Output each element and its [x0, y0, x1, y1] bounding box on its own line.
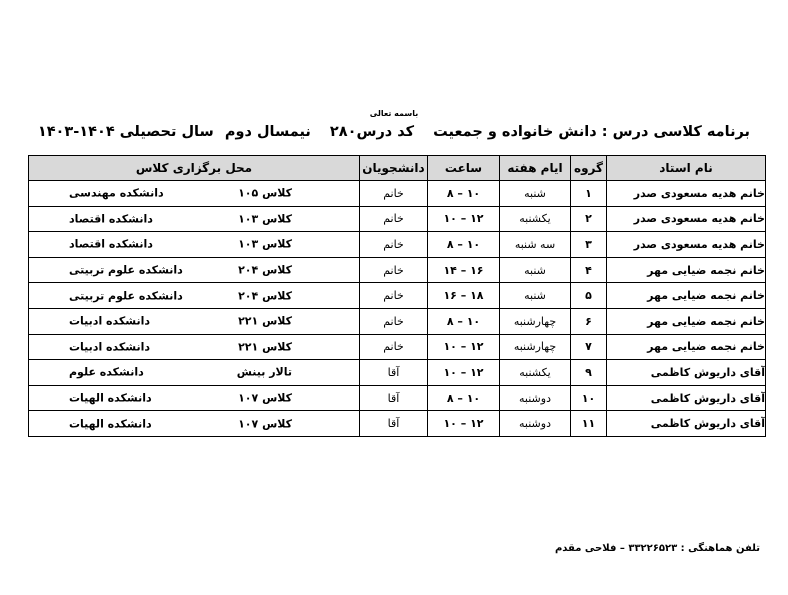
table-row: [29, 334, 766, 360]
cell-teacher: خانم هدیه مسعودی صدر: [607, 181, 766, 207]
cell-faculty: دانشکده ادبیات: [69, 314, 151, 328]
page-title: [37, 124, 750, 140]
cell-day: سه شنبه: [500, 232, 571, 258]
cell-place: [29, 206, 360, 232]
cell-day: چهارشنبه: [500, 308, 571, 334]
cell-time: ۱۰ – ۸: [428, 308, 500, 334]
table-row: [29, 385, 766, 411]
cell-group: ۹: [571, 360, 607, 386]
table-row: [29, 257, 766, 283]
table-header-row: [29, 156, 766, 181]
cell-day: شنبه: [500, 181, 571, 207]
cell-students: خانم: [360, 283, 428, 309]
col-header-group: گروه: [571, 156, 607, 181]
table-row: [29, 206, 766, 232]
cell-place: [29, 181, 360, 207]
cell-place: [29, 308, 360, 334]
cell-room: کلاس ۲۰۴: [238, 263, 292, 277]
cell-day: دوشنبه: [500, 385, 571, 411]
cell-day: شنبه: [500, 257, 571, 283]
cell-time: ۱۰ – ۸: [428, 385, 500, 411]
schedule-table: [28, 155, 766, 437]
table-row: [29, 308, 766, 334]
cell-room: کلاس ۲۲۱: [238, 314, 292, 328]
cell-time: ۱۲ – ۱۰: [428, 411, 500, 437]
cell-place: [29, 283, 360, 309]
cell-time: ۱۲ – ۱۰: [428, 206, 500, 232]
cell-faculty: دانشکده علوم تربیتی: [69, 263, 183, 277]
cell-day: شنبه: [500, 283, 571, 309]
cell-time: ۱۰ – ۸: [428, 232, 500, 258]
cell-group: ۱: [571, 181, 607, 207]
cell-teacher: خانم هدیه مسعودی صدر: [607, 206, 766, 232]
cell-students: خانم: [360, 308, 428, 334]
col-header-students: دانشجویان: [360, 156, 428, 181]
cell-time: ۱۰ – ۸: [428, 181, 500, 207]
cell-faculty: دانشکده الهیات: [69, 417, 152, 431]
cell-place: [29, 334, 360, 360]
cell-students: آقا: [360, 411, 428, 437]
cell-teacher: خانم نجمه ضیایی مهر: [607, 257, 766, 283]
cell-teacher: خانم نجمه ضیایی مهر: [607, 308, 766, 334]
cell-day: یکشنبه: [500, 360, 571, 386]
cell-time: ۱۲ – ۱۰: [428, 334, 500, 360]
table-row: [29, 283, 766, 309]
cell-day: یکشنبه: [500, 206, 571, 232]
cell-place: [29, 257, 360, 283]
col-header-place: محل برگزاری کلاس: [29, 156, 360, 181]
cell-day: دوشنبه: [500, 411, 571, 437]
cell-faculty: دانشکده اقتصاد: [69, 237, 153, 251]
table-row: [29, 411, 766, 437]
cell-group: ۱۰: [571, 385, 607, 411]
cell-room: کلاس ۲۰۴: [238, 289, 292, 303]
cell-room: کلاس ۲۲۱: [238, 340, 292, 354]
cell-faculty: دانشکده ادبیات: [69, 340, 151, 354]
title-main: برنامه کلاسی درس : دانش خانواده و جمعیت: [433, 124, 750, 140]
cell-place: [29, 411, 360, 437]
cell-place: [29, 360, 360, 386]
col-header-time: ساعت: [428, 156, 500, 181]
cell-day: چهارشنبه: [500, 334, 571, 360]
cell-students: خانم: [360, 181, 428, 207]
table-row: [29, 232, 766, 258]
academic-year: سال تحصیلی ۱۴۰۴-۱۴۰۳: [37, 124, 214, 140]
cell-group: ۵: [571, 283, 607, 309]
cell-students: خانم: [360, 334, 428, 360]
bismillah-heading: باسمه تعالی: [369, 109, 419, 118]
cell-teacher: خانم هدیه مسعودی صدر: [607, 232, 766, 258]
cell-students: آقا: [360, 385, 428, 411]
cell-teacher: آقای داریوش کاظمی: [607, 385, 766, 411]
cell-students: خانم: [360, 232, 428, 258]
cell-faculty: دانشکده الهیات: [69, 391, 152, 405]
cell-room: کلاس ۱۰۳: [238, 237, 292, 251]
cell-time: ۱۶ – ۱۴: [428, 257, 500, 283]
cell-faculty: دانشکده مهندسی: [69, 186, 164, 200]
cell-group: ۶: [571, 308, 607, 334]
cell-students: خانم: [360, 257, 428, 283]
cell-faculty: دانشکده علوم: [69, 365, 144, 379]
cell-place: [29, 232, 360, 258]
cell-teacher: خانم نجمه ضیایی مهر: [607, 283, 766, 309]
cell-faculty: دانشکده اقتصاد: [69, 212, 153, 226]
col-header-day: ایام هفته: [500, 156, 571, 181]
cell-room: کلاس ۱۰۳: [238, 212, 292, 226]
col-header-teacher: نام استاد: [607, 156, 766, 181]
contact-footer: تلفن هماهنگی : ۳۳۲۲۶۵۲۳ – فلاحی مقدم: [554, 543, 760, 554]
cell-group: ۴: [571, 257, 607, 283]
cell-teacher: آقای داریوش کاظمی: [607, 411, 766, 437]
cell-room: کلاس ۱۰۷: [238, 417, 292, 431]
cell-time: ۱۲ – ۱۰: [428, 360, 500, 386]
cell-group: ۱۱: [571, 411, 607, 437]
cell-room: کلاس ۱۰۷: [238, 391, 292, 405]
cell-students: آقا: [360, 360, 428, 386]
table-row: [29, 181, 766, 207]
cell-teacher: آقای داریوش کاظمی: [607, 360, 766, 386]
cell-group: ۳: [571, 232, 607, 258]
cell-faculty: دانشکده علوم تربیتی: [69, 289, 183, 303]
cell-teacher: خانم نجمه ضیایی مهر: [607, 334, 766, 360]
cell-room: تالار بینش: [236, 365, 292, 379]
cell-group: ۲: [571, 206, 607, 232]
cell-time: ۱۸ – ۱۶: [428, 283, 500, 309]
cell-students: خانم: [360, 206, 428, 232]
cell-room: کلاس ۱۰۵: [238, 186, 292, 200]
table-row: [29, 360, 766, 386]
semester: نیمسال دوم: [224, 124, 311, 140]
cell-place: [29, 385, 360, 411]
cell-group: ۷: [571, 334, 607, 360]
course-code: کد درس۲۸۰: [329, 124, 415, 140]
